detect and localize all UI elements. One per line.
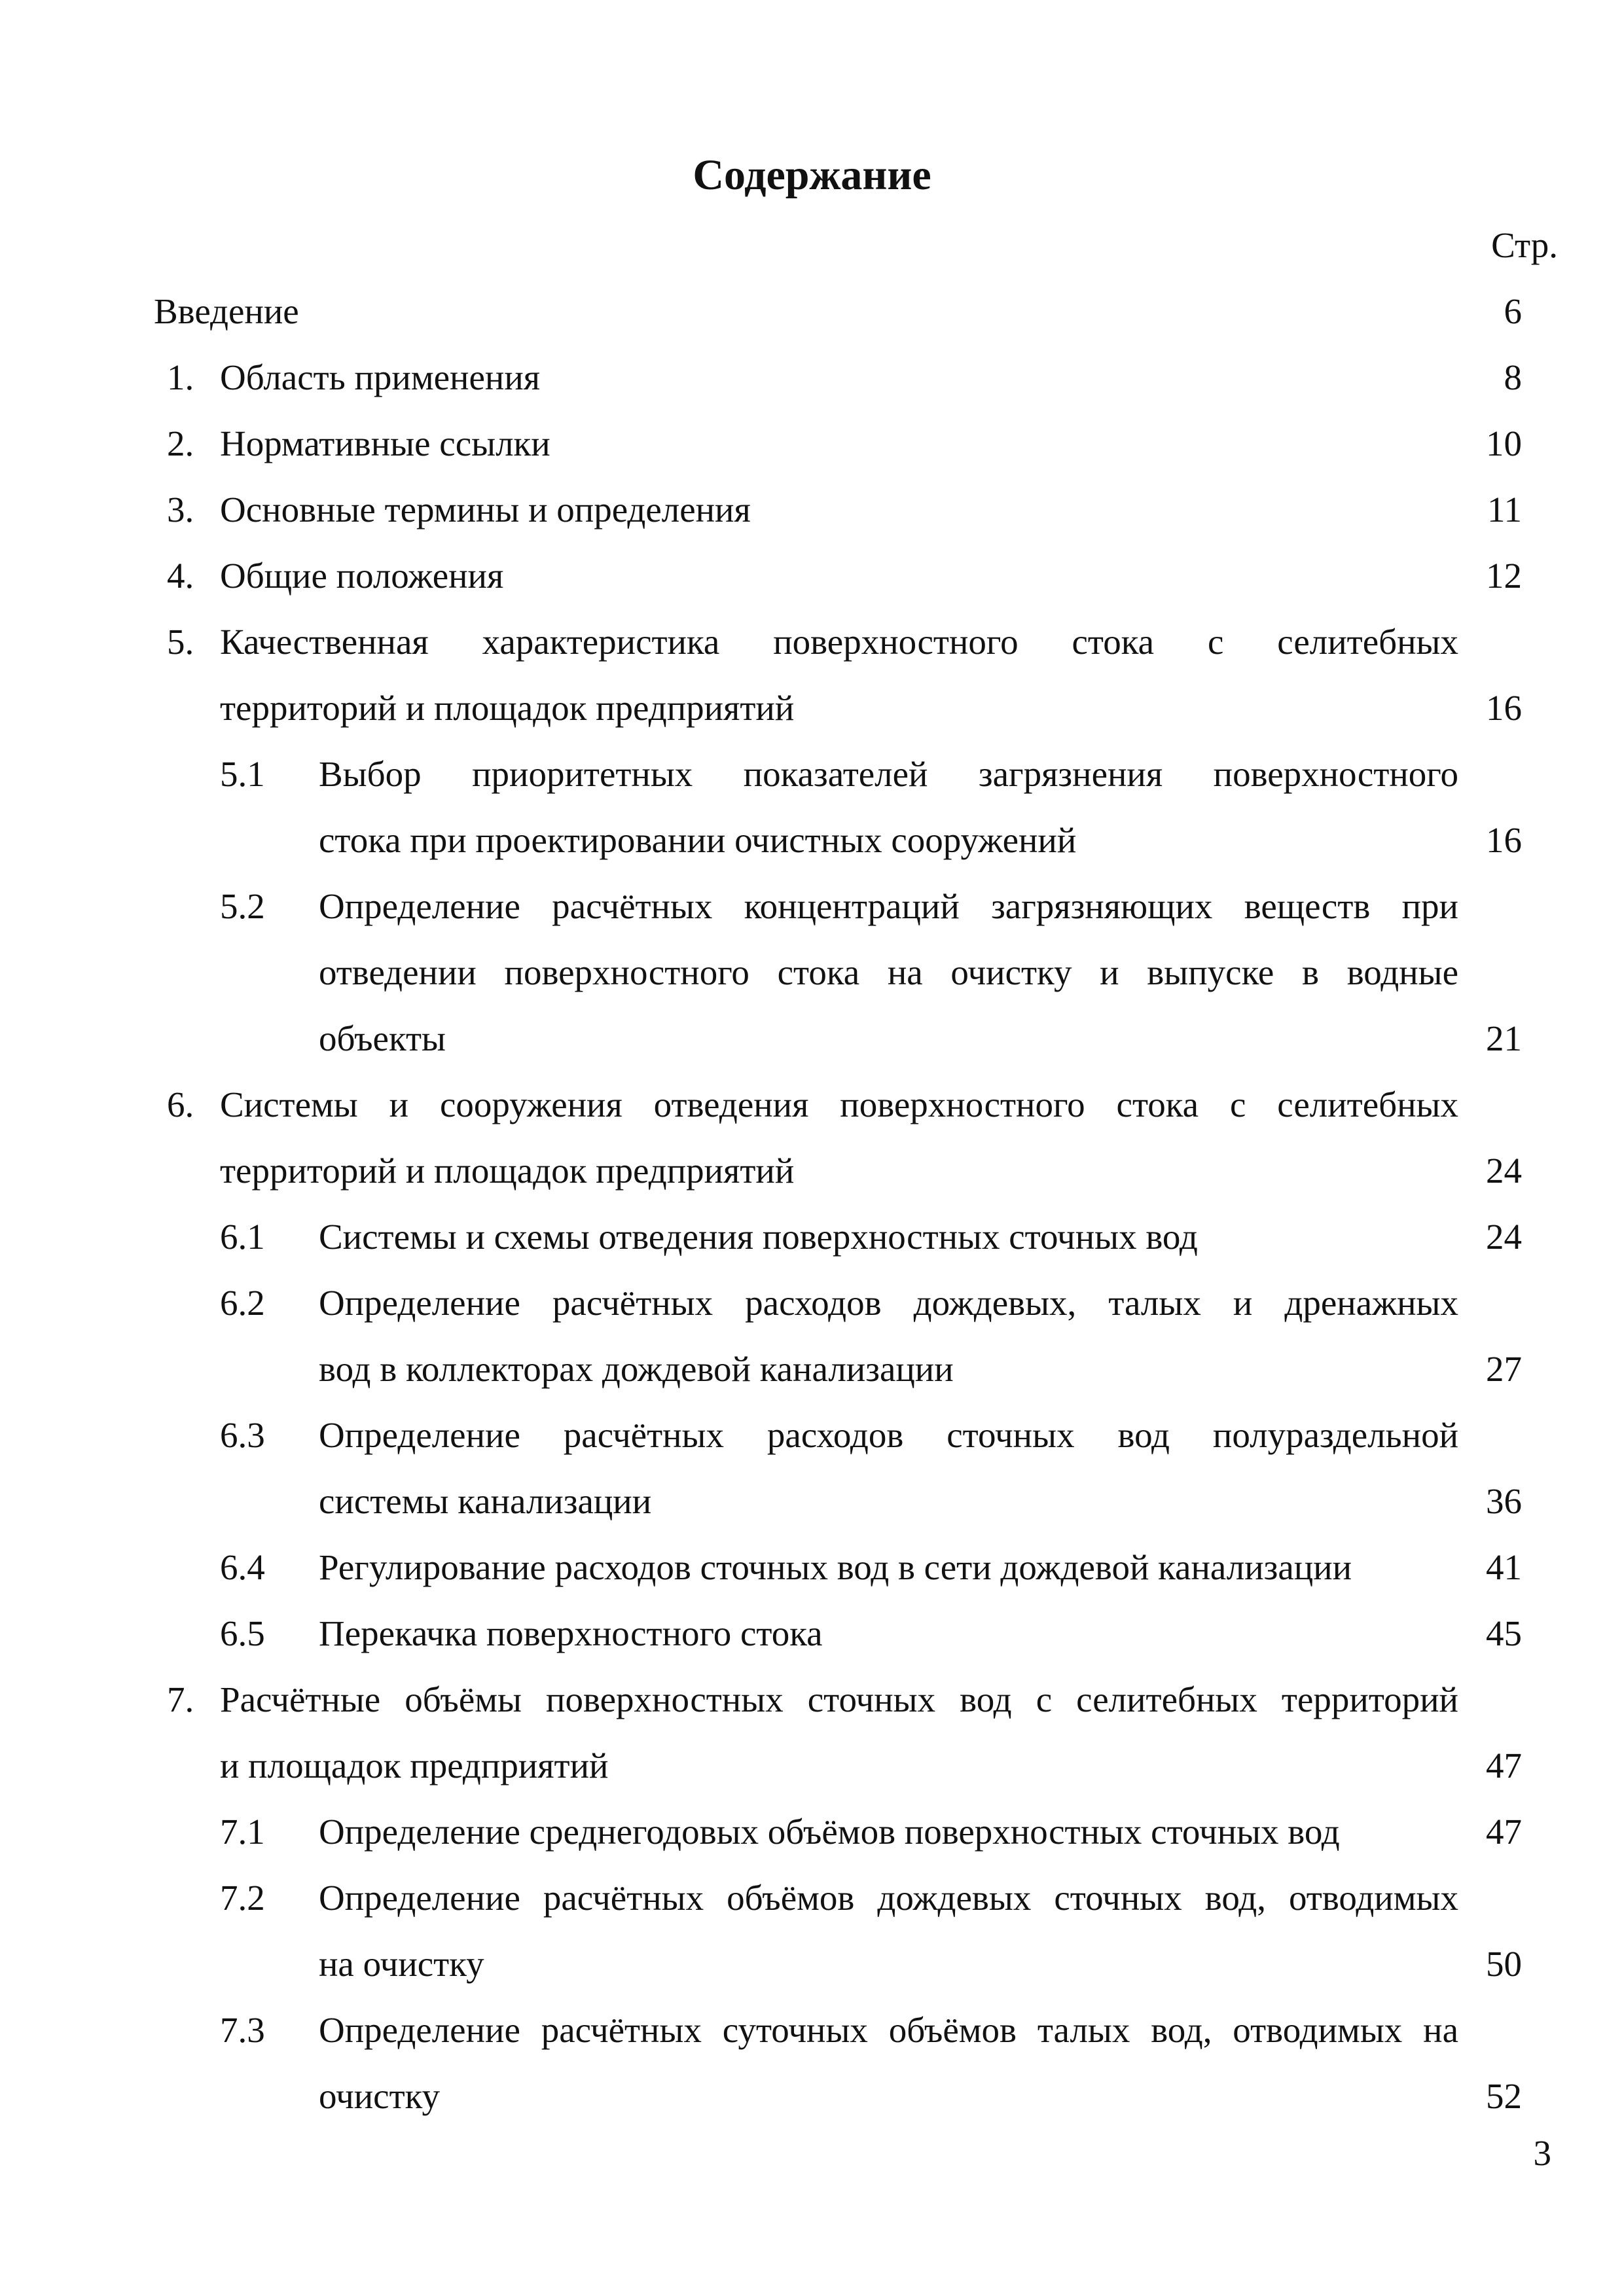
toc-subsection-number: 5.1 <box>220 754 265 794</box>
toc-section-title: Нормативные ссылки <box>220 423 550 463</box>
toc-subsection-number: 6.4 <box>220 1547 265 1587</box>
toc-section-number: 1. <box>167 357 194 397</box>
toc-subsection-number: 7.1 <box>220 1812 265 1852</box>
toc-section-number: 2. <box>167 423 194 463</box>
toc-subsection-number: 6.1 <box>220 1217 265 1257</box>
toc-section-number: 3. <box>167 490 194 529</box>
toc-subsection-title: отведении поверхностного стока на очистку и выпуске в водные <box>319 952 1458 992</box>
toc-section-title: территорий и площадок предприятий <box>220 688 795 728</box>
page-column-header: Стр. <box>1491 225 1558 265</box>
page-number: 3 <box>1533 2133 1551 2173</box>
toc-subsection-number: 5.2 <box>220 886 265 926</box>
toc-section-page: 12 <box>1486 556 1522 596</box>
toc-subsection-page: 36 <box>1486 1481 1522 1521</box>
toc-subsection-title: Определение расчётных суточных объёмов талых вод, отводимых на <box>319 2010 1458 2050</box>
toc-subsection-number: 7.3 <box>220 2010 265 2050</box>
toc-section-page: 8 <box>1504 357 1522 397</box>
toc-subsection-page: 47 <box>1486 1812 1522 1852</box>
toc-subsection-title: стока при проектировании очистных сооружений <box>319 820 1077 860</box>
toc-subsection-title: Определение расчётных концентраций загрязняющих веществ при <box>319 886 1458 926</box>
toc-subsection-number: 6.2 <box>220 1283 265 1323</box>
toc-subsection-title: вод в коллекторах дождевой канализации <box>319 1349 954 1389</box>
toc-section-title: территорий и площадок предприятий <box>220 1151 795 1191</box>
toc-section-title: Основные термины и определения <box>220 490 751 529</box>
toc-subsection-title: Определение расчётных объёмов дождевых сточных вод, отводимых <box>319 1878 1458 1918</box>
toc-section-title: Расчётные объёмы поверхностных сточных вод с селитебных территорий <box>220 1679 1458 1719</box>
toc-subsection-title: Определение расчётных расходов дождевых, талых и дренажных <box>319 1283 1458 1323</box>
toc-subsection-title: очистку <box>319 2076 441 2116</box>
toc-section-page: 16 <box>1486 688 1522 728</box>
toc-subsection-title: системы канализации <box>319 1481 652 1521</box>
toc-subsection-page: 50 <box>1486 1944 1522 1984</box>
toc-section-page: 24 <box>1486 1151 1522 1191</box>
toc-section-title: Качественная характеристика поверхностного стока с селитебных <box>220 622 1458 662</box>
toc-subsection-number: 7.2 <box>220 1878 265 1918</box>
toc-section-number: 6. <box>167 1085 194 1124</box>
toc-subsection-title: Регулирование расходов сточных вод в сети дождевой канализации <box>319 1547 1352 1587</box>
toc-subsection-page: 27 <box>1486 1349 1522 1389</box>
toc-section-number: 7. <box>167 1679 194 1719</box>
toc-section-page: 10 <box>1486 423 1522 463</box>
toc-subsection-title: Выбор приоритетных показателей загрязнения поверхностного <box>319 754 1458 794</box>
toc-section-title: Общие положения <box>220 556 504 596</box>
toc-subsection-page: 21 <box>1486 1018 1522 1058</box>
toc-subsection-title: на очистку <box>319 1944 484 1984</box>
toc-section-title: и площадок предприятий <box>220 1746 609 1785</box>
toc-subsection-title: Перекачка поверхностного стока <box>319 1613 823 1653</box>
page-title: Содержание <box>693 151 931 199</box>
toc-subsection-title: объекты <box>319 1018 446 1058</box>
toc-section-title: Системы и сооружения отведения поверхностного стока с селитебных <box>220 1085 1458 1124</box>
toc-subsection-title: Определение среднегодовых объёмов поверхностных сточных вод <box>319 1812 1340 1852</box>
toc-subsection-page: 45 <box>1486 1613 1522 1653</box>
toc-subsection-page: 24 <box>1486 1217 1522 1257</box>
toc-subsection-title: Системы и схемы отведения поверхностных сточных вод <box>319 1217 1198 1257</box>
toc-subsection-number: 6.3 <box>220 1415 265 1455</box>
toc-intro-label: Введение <box>154 291 299 331</box>
toc-section-number: 5. <box>167 622 194 662</box>
toc-section-page: 47 <box>1486 1746 1522 1785</box>
toc-section-title: Область применения <box>220 357 541 397</box>
toc-subsection-title: Определение расчётных расходов сточных вод полураздельной <box>319 1415 1458 1455</box>
toc-subsection-page: 16 <box>1486 820 1522 860</box>
toc-section-page: 11 <box>1487 490 1522 529</box>
toc-subsection-page: 52 <box>1486 2076 1522 2116</box>
toc-subsection-number: 6.5 <box>220 1613 265 1653</box>
toc-section-number: 4. <box>167 556 194 596</box>
toc-intro-page: 6 <box>1504 291 1522 331</box>
toc-subsection-page: 41 <box>1486 1547 1522 1587</box>
